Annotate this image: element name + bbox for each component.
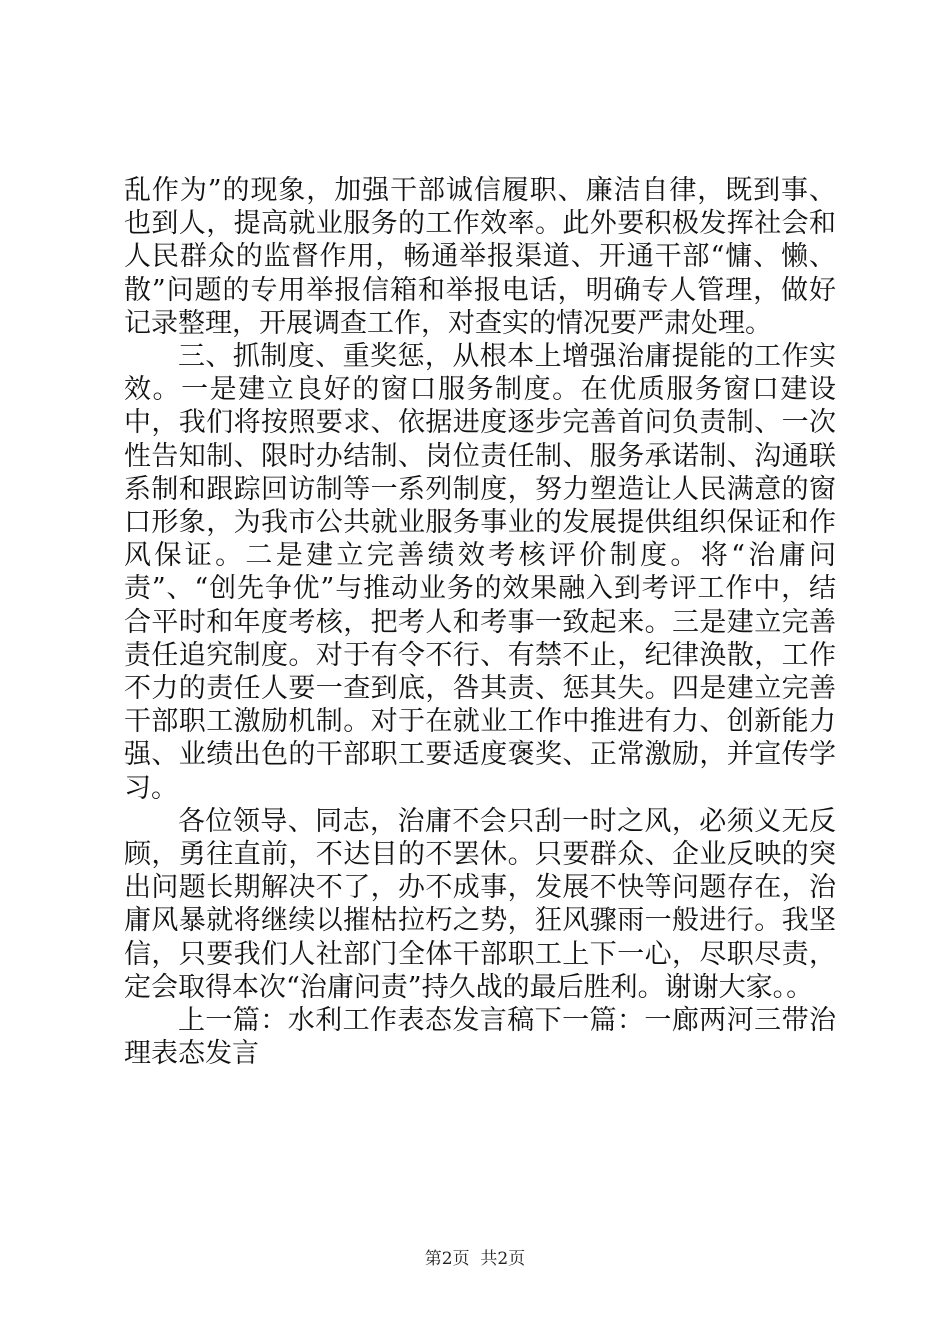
paragraph-1: 乱作为”的现象，加强干部诚信履职、廉洁自律，既到事、也到人，提高就业服务的工作效率。此外要积极发挥社会和人民群众的监督作用，畅通举报渠道、开通干部“慵、懒、散”问题的专用举报信箱和举报电话，明确专人管理，做好记录整理，开展调查工作，对查实的情况要严肃处理。 bbox=[124, 175, 836, 339]
page-number: 第2页 共2页 bbox=[424, 1249, 526, 1269]
document-body bbox=[124, 174, 836, 1070]
prev-next-links[interactable]: 上一篇：水利工作表态发言稿下一篇：一廊两河三带治理表态发言 bbox=[124, 1005, 836, 1070]
paragraph-2: 三、抓制度、重奖惩，从根本上增强治庸提能的工作实效。一是建立良好的窗口服务制度。在优质服务窗口建设中，我们将按照要求、依据进度逐步完善首问负责制、一次性告知制、限时办结制、岗位责任制、服务承诺制、沟通联系制和跟踪回访制等一系列制度，努力塑造让人民满意的窗口形象，为我市公共就业服务事业的发展提供组织保证和作风保证。二是建立完善绩效考核评价制度。将“治庸问责”、“创先争优”与推动业务的效果融入到考评工作中，结合平时和年度考核，把考人和考事一致起来。三是建立完善责任追究制度。对于有令不行、有禁不止，纪律涣散，工作不力的责任人要一查到底，咎其责、惩其失。四是建立完善干部职工激励机制。对于在就业工作中推进有力、创新能力强、业绩出色的干部职工要适度褒奖、正常激励，并宣传学习。 bbox=[124, 341, 836, 804]
paragraph-3: 各位领导、同志，治庸不会只刮一时之风，必须义无反顾，勇往直前，不达目的不罢休。只要群众、企业反映的突出问题长期解决不了，办不成事，发展不快等问题存在，治庸风暴就将继续以摧枯拉朽之势，狂风骤雨一般进行。我坚信，只要我们人社部门全体干部职工上下一心，尽职尽责，定会取得本次“治庸问责”持久战的最后胜利。谢谢大家。。 bbox=[124, 805, 836, 1003]
page-footer bbox=[0, 1244, 950, 1269]
